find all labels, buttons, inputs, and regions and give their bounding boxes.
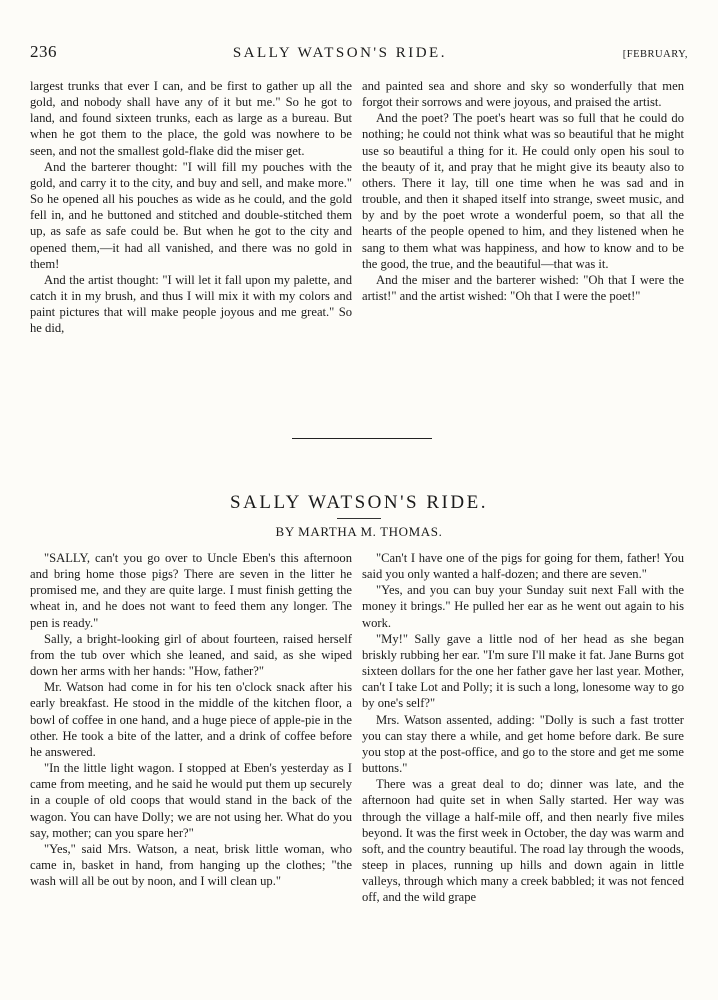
- paragraph: "SALLY, can't you go over to Uncle Eben's this afternoon and bring home those pigs? There are seven in the litter he promised me, and they are quite large. I must finish getting the wheat in, and he does not want to feed them any longer. The pen is ready.": [30, 551, 352, 630]
- paragraph: Mrs. Watson assented, adding: "Dolly is such a fast trotter you can stay there a while, and get home before dark. Be sure you stop at the post-office, and go to the store and get me some buttons.": [362, 712, 684, 776]
- bottom-right-column: [362, 550, 684, 905]
- paragraph: Sally, a bright-looking girl of about fourteen, raised herself from the tub over which she leaned, and said, as she wiped down her arms with her hands: "How, father?": [30, 631, 352, 679]
- paragraph: "In the little light wagon. I stopped at Eben's yesterday as I came from meeting, and he said he would put them up securely in a couple of old coops that would stand in the back of the wagon. You can have Dolly; we are not using her. What do you say, mother; can you spare her?": [30, 761, 352, 840]
- paragraph: And the poet? The poet's heart was so full that he could do nothing; he could not think what was so beautiful that he might use so beautiful a thing for it. He could only open his soul to the beauty of it, and pray that he might give its beauty also to others. There it lay, till one time when he was sad and in trouble, and then it shaped itself into strange, sweet music, and by and by the poet wrote a wonderful poem, so that all the hearts of the people opened to him, and they listened when he sang to them what was happiness, and how to know and to be the good, the true, and the beautiful—that was it.: [362, 111, 684, 271]
- paragraph: "Can't I have one of the pigs for going for them, father! You said you only wanted a half-dozen; and there are seven.": [362, 551, 684, 582]
- paragraph: "My!" Sally gave a little nod of her head as she began briskly rubbing her ear. "I'm sure I'll make it fat. Jane Burns got sixteen dollars for the one her father gave her last year. Mother, can't I take Lot and Polly; it is such a long, lonesome way to go by one's self?": [362, 631, 684, 711]
- paragraph: "Yes," said Mrs. Watson, a neat, brisk little woman, who came in, basket in hand, from hanging up the clothes; "the wash will all be out by noon, and I will clean up.": [30, 841, 352, 889]
- paragraph: And the artist thought: "I will let it fall upon my palette, and catch it in my brush, and thus I will mix it with my colors and paint pictures that will make people joyous and me great." So he did,: [30, 272, 352, 336]
- section-divider: [292, 438, 432, 439]
- running-date: [FEBRUARY,: [622, 49, 688, 60]
- paragraph: and painted sea and shore and sky so wonderfully that men forgot their sorrows and were joyous, and praised the artist.: [362, 79, 684, 110]
- top-columns: [30, 78, 684, 337]
- paragraph: Mr. Watson had come in for his ten o'clock snack after his early breakfast. He stood in the middle of the kitchen floor, a bowl of coffee in one hand, and a huge piece of apple-pie in the other. He took a bite of the latter, and a drink of coffee before he answered.: [30, 680, 352, 759]
- paragraph: largest trunks that ever I can, and be first to gather up all the gold, and nobody shall have any of it but me." So he got to land, and found sixteen trunks, each as large as a bureau. But when he got them to the place, the gold was nowhere to be seen, and not the smallest gold-flake did the miser get.: [30, 79, 352, 158]
- paragraph: "Yes, and you can buy your Sunday suit next Fall with the money it brings." He pulled her ear as he went out again to his work.: [362, 583, 684, 630]
- running-title: SALLY WATSON'S RIDE.: [232, 45, 447, 61]
- paragraph: And the miser and the barterer wished: "Oh that I were the artist!" and the artist wished: "Oh that I were the poet!": [362, 272, 684, 304]
- page-number: 236: [30, 42, 57, 61]
- title-rule: [337, 518, 381, 519]
- top-left-column: [30, 78, 352, 337]
- bottom-columns: [30, 550, 684, 905]
- bottom-left-column: [30, 550, 352, 905]
- article-title: SALLY WATSON'S RIDE.: [230, 492, 488, 513]
- paragraph: There was a great deal to do; dinner was late, and the afternoon had quite set in when Sally started. Her way was through the village a half-mile off, and then nearly five miles beyond. It was the first week in October, the day was warm and soft, and the country beautiful. The road lay through the woods, steep in places, running up hills and down again in little valleys, through which many a creek babbled; it was not fenced off, and the wild grape: [362, 777, 684, 905]
- top-right-column: [362, 78, 684, 337]
- page-header: [30, 42, 688, 66]
- paragraph: And the barterer thought: "I will fill my pouches with the gold, and carry it to the city, and buy and sell, and make more." So he opened all his pouches as wide as he could, and the gold fell in, and he buttoned and stitched and double-stitched them up, as safe as safe could be. But when he got to the city and opened them,—it had all vanished, and there was no gold in them!: [30, 159, 352, 271]
- article-byline: BY MARTHA M. THOMAS.: [275, 524, 443, 539]
